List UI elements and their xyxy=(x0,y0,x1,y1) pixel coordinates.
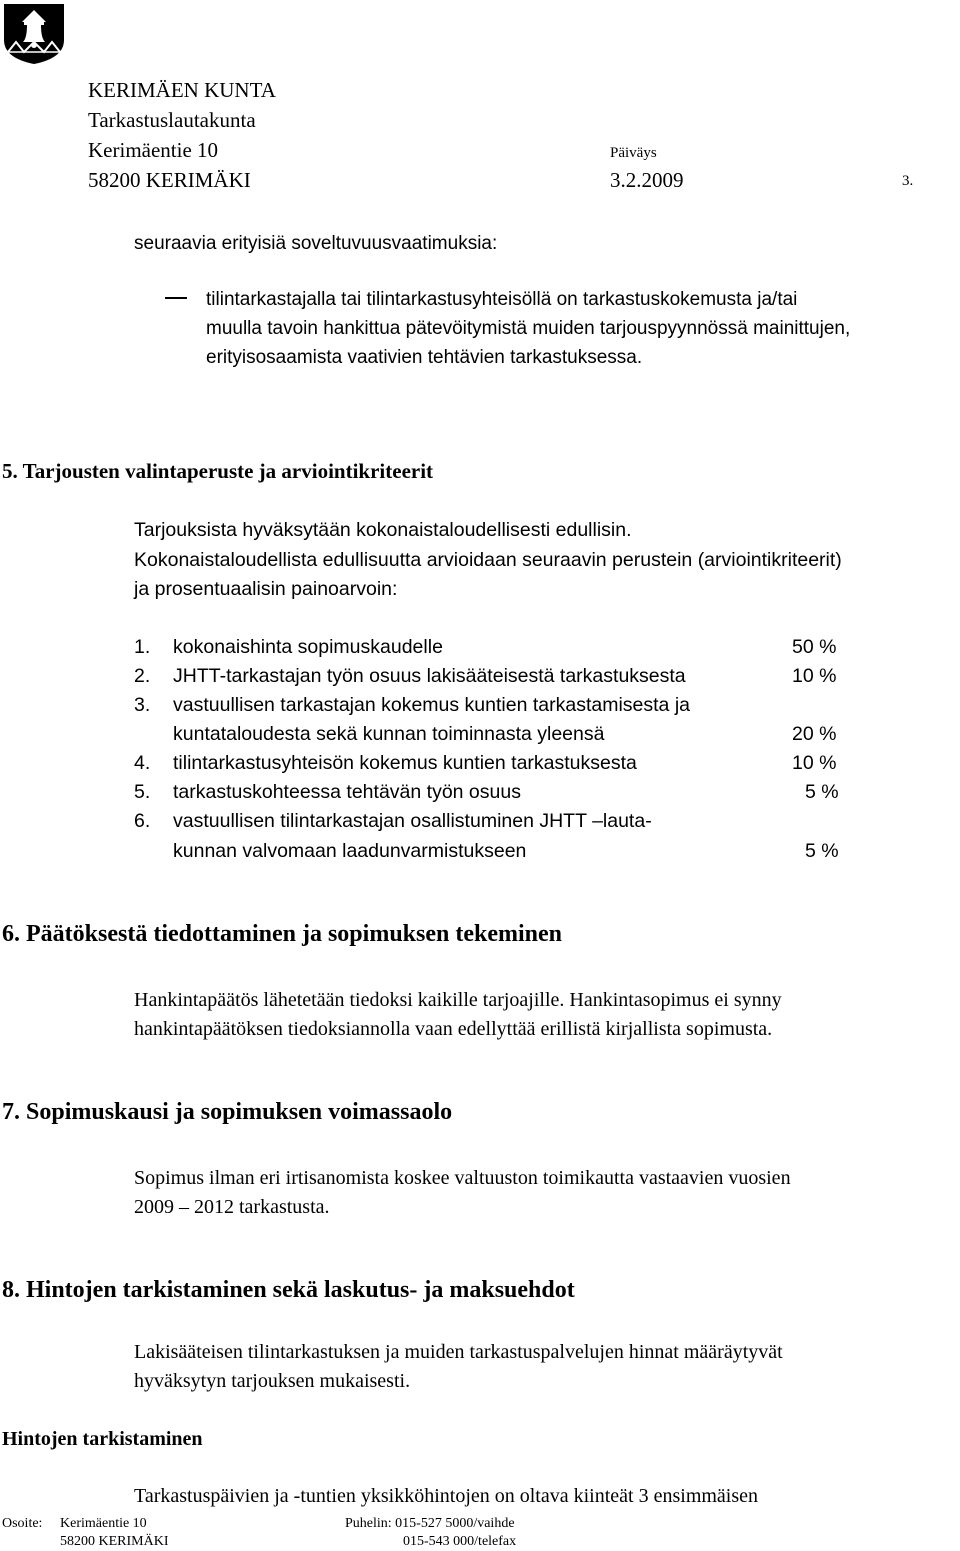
section7-line: Sopimus ilman eri irtisanomista koskee valtuuston toimikautta vastaavien vuosien xyxy=(134,1167,791,1189)
section6-heading: 6. Päätöksestä tiedottaminen ja sopimuksen tekeminen xyxy=(2,921,563,947)
criterion-text: tarkastuskohteessa tehtävän työn osuus xyxy=(173,781,521,803)
postal-address: 58200 KERIMÄKI xyxy=(88,168,251,192)
bullet-dash xyxy=(165,297,187,299)
section8-sub-line: Tarkastuspäivien ja -tuntien yksikköhintojen on oltava kiinteät 3 ensimmäisen xyxy=(134,1485,759,1507)
footer-phone: Puhelin: 015-527 5000/vaihde xyxy=(345,1516,515,1531)
bullet-line: muulla tavoin hankittua pätevöitymistä muiden tarjouspyynnössä mainittujen, xyxy=(206,318,851,339)
section7-line: 2009 – 2012 tarkastusta. xyxy=(134,1196,330,1218)
section5-line: Kokonaistaloudellista edullisuutta arvioidaan seuraavin perustein (arviointikriteerit) xyxy=(134,549,842,571)
criterion-text: JHTT-tarkastajan työn osuus lakisääteisestä tarkastuksesta xyxy=(173,665,686,687)
footer-fax: 015-543 000/telefax xyxy=(403,1534,517,1549)
section6-line: Hankintapäätös lähetetään tiedoksi kaikille tarjoajille. Hankintasopimus ei synny xyxy=(134,989,782,1011)
criterion-text: tilintarkastusyhteisön kokemus kuntien tarkastuksesta xyxy=(173,752,637,774)
criterion-text: kunnan valvomaan laadunvarmistukseen xyxy=(173,840,527,862)
criterion-number: 5. xyxy=(134,781,151,803)
criterion-number: 6. xyxy=(134,810,151,832)
section5-line: Tarjouksista hyväksytään kokonaistaloudellisesti edullisin. xyxy=(134,519,632,541)
date-label: Päiväys xyxy=(610,145,657,161)
footer-street: Kerimäentie 10 xyxy=(60,1516,147,1531)
org-name: KERIMÄEN KUNTA xyxy=(88,78,276,102)
section8-line: hyväksytyn tarjouksen mukaisesti. xyxy=(134,1370,411,1392)
section8-heading: 8. Hintojen tarkistaminen sekä laskutus- ja maksuehdot xyxy=(2,1277,575,1303)
criterion-number: 4. xyxy=(134,752,151,774)
page-number: 3. xyxy=(902,173,914,189)
criterion-number: 3. xyxy=(134,694,151,716)
document-date: 3.2.2009 xyxy=(610,168,684,192)
department: Tarkastuslautakunta xyxy=(88,108,256,132)
criterion-text: vastuullisen tilintarkastajan osallistuminen JHTT –lauta- xyxy=(173,810,652,832)
criterion-weight: 10 % xyxy=(792,665,837,687)
bullet-line: erityisosaamista vaativien tehtävien tarkastuksessa. xyxy=(206,347,643,368)
coat-of-arms-logo xyxy=(2,2,66,66)
section8-subheading: Hintojen tarkistaminen xyxy=(2,1428,203,1450)
section6-line: hankintapäätöksen tiedoksiannolla vaan edellyttää erillistä kirjallista sopimusta. xyxy=(134,1018,773,1040)
section8-line: Lakisääteisen tilintarkastuksen ja muiden tarkastuspalvelujen hinnat määräytyvät xyxy=(134,1341,783,1363)
criterion-number: 1. xyxy=(134,636,151,658)
section7-heading: 7. Sopimuskausi ja sopimuksen voimassaolo xyxy=(2,1099,453,1125)
criterion-weight: 5 % xyxy=(805,840,839,862)
criterion-number: 2. xyxy=(134,665,151,687)
bullet-line: tilintarkastajalla tai tilintarkastusyhteisöllä on tarkastuskokemusta ja/tai xyxy=(206,289,798,310)
section5-line: ja prosentuaalisin painoarvoin: xyxy=(134,578,398,600)
criterion-text: kuntataloudesta sekä kunnan toiminnasta yleensä xyxy=(173,723,605,745)
criterion-weight: 5 % xyxy=(805,781,839,803)
footer-address-label: Osoite: xyxy=(2,1516,43,1531)
criterion-weight: 50 % xyxy=(792,636,837,658)
footer-postal: 58200 KERIMÄKI xyxy=(60,1534,169,1549)
criterion-weight: 20 % xyxy=(792,723,837,745)
section5-heading: 5. Tarjousten valintaperuste ja arviointikriteerit xyxy=(2,459,434,483)
criterion-weight: 10 % xyxy=(792,752,837,774)
criterion-text: vastuullisen tarkastajan kokemus kuntien tarkastamisesta ja xyxy=(173,694,690,716)
criterion-text: kokonaishinta sopimuskaudelle xyxy=(173,636,443,658)
street-address: Kerimäentie 10 xyxy=(88,138,219,162)
intro-lead: seuraavia erityisiä soveltuvuusvaatimuksia: xyxy=(134,233,498,254)
